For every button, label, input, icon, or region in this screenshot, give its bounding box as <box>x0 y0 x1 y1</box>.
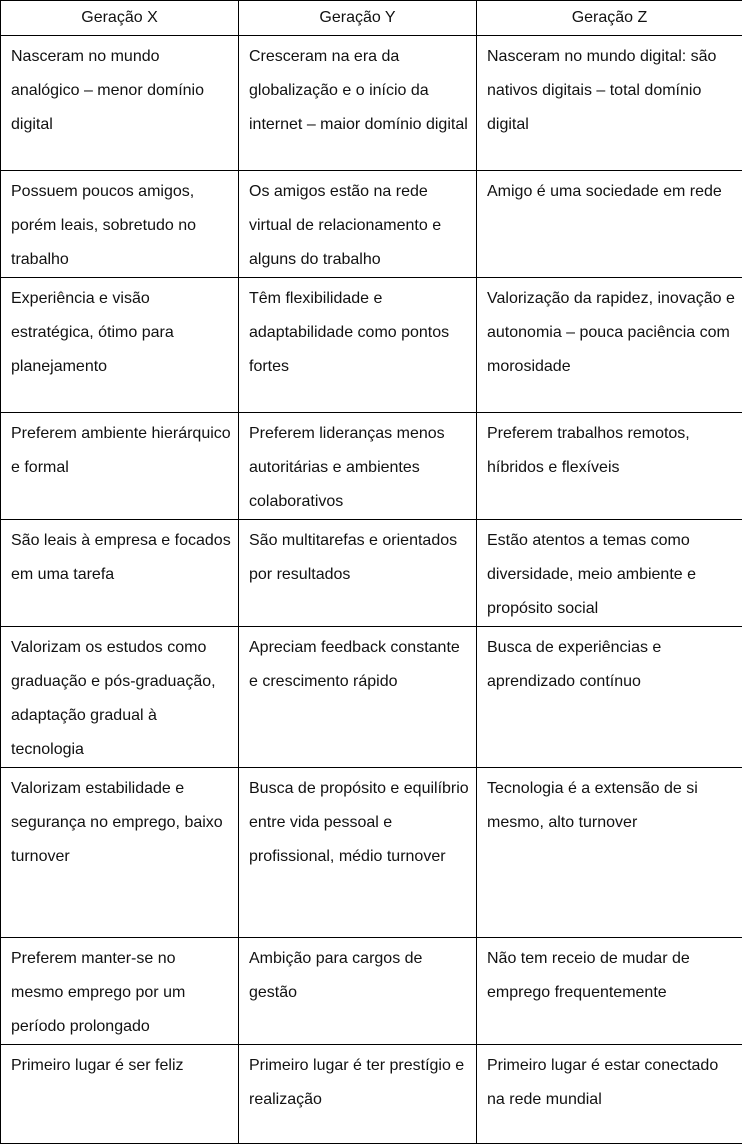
table-cell: Busca de experiências e aprendizado contínuo <box>477 627 742 768</box>
table-cell: Apreciam feedback constante e crescimento rápido <box>239 627 477 768</box>
header-row <box>1 1 742 36</box>
table-cell: Amigo é uma sociedade em rede <box>477 171 742 278</box>
table-cell: Primeiro lugar é ser feliz <box>1 1045 239 1144</box>
header-cell-gen-y: Geração Y <box>239 1 477 36</box>
table-cell: Tecnologia é a extensão de si mesmo, alto turnover <box>477 768 742 938</box>
table-cell: Nasceram no mundo analógico – menor domínio digital <box>1 36 239 171</box>
header-cell-gen-z: Geração Z <box>477 1 742 36</box>
table-cell: Valorização da rapidez, inovação e autonomia – pouca paciência com morosidade <box>477 278 742 413</box>
table-cell: Cresceram na era da globalização e o início da internet – maior domínio digital <box>239 36 477 171</box>
table-cell: Ambição para cargos de gestão <box>239 938 477 1045</box>
table-cell: Preferem ambiente hierárquico e formal <box>1 413 239 520</box>
table-row <box>1 171 742 278</box>
table-cell: Experiência e visão estratégica, ótimo para planejamento <box>1 278 239 413</box>
table-row <box>1 627 742 768</box>
table-row <box>1 520 742 627</box>
table-cell: Estão atentos a temas como diversidade, meio ambiente e propósito social <box>477 520 742 627</box>
table-row <box>1 413 742 520</box>
table-cell: Valorizam os estudos como graduação e pós-graduação, adaptação gradual à tecnologia <box>1 627 239 768</box>
table-cell: Preferem manter-se no mesmo emprego por um período prolongado <box>1 938 239 1045</box>
table-cell: Possuem poucos amigos, porém leais, sobretudo no trabalho <box>1 171 239 278</box>
table-row <box>1 1045 742 1144</box>
table-cell: Nasceram no mundo digital: são nativos digitais – total domínio digital <box>477 36 742 171</box>
table-row <box>1 768 742 938</box>
table-cell: Busca de propósito e equilíbrio entre vida pessoal e profissional, médio turnover <box>239 768 477 938</box>
table-row <box>1 36 742 171</box>
table-cell: São multitarefas e orientados por resultados <box>239 520 477 627</box>
table-cell: Têm flexibilidade e adaptabilidade como pontos fortes <box>239 278 477 413</box>
table-cell: Preferem trabalhos remotos, híbridos e flexíveis <box>477 413 742 520</box>
table-cell: Primeiro lugar é ter prestígio e realização <box>239 1045 477 1144</box>
table-row <box>1 278 742 413</box>
table-cell: Valorizam estabilidade e segurança no emprego, baixo turnover <box>1 768 239 938</box>
table-cell: São leais à empresa e focados em uma tarefa <box>1 520 239 627</box>
table-cell: Preferem lideranças menos autoritárias e ambientes colaborativos <box>239 413 477 520</box>
table-cell: Não tem receio de mudar de emprego frequentemente <box>477 938 742 1045</box>
header-cell-gen-x: Geração X <box>1 1 239 36</box>
table-row <box>1 938 742 1045</box>
table-cell: Primeiro lugar é estar conectado na rede mundial <box>477 1045 742 1144</box>
table-cell: Os amigos estão na rede virtual de relacionamento e alguns do trabalho <box>239 171 477 278</box>
